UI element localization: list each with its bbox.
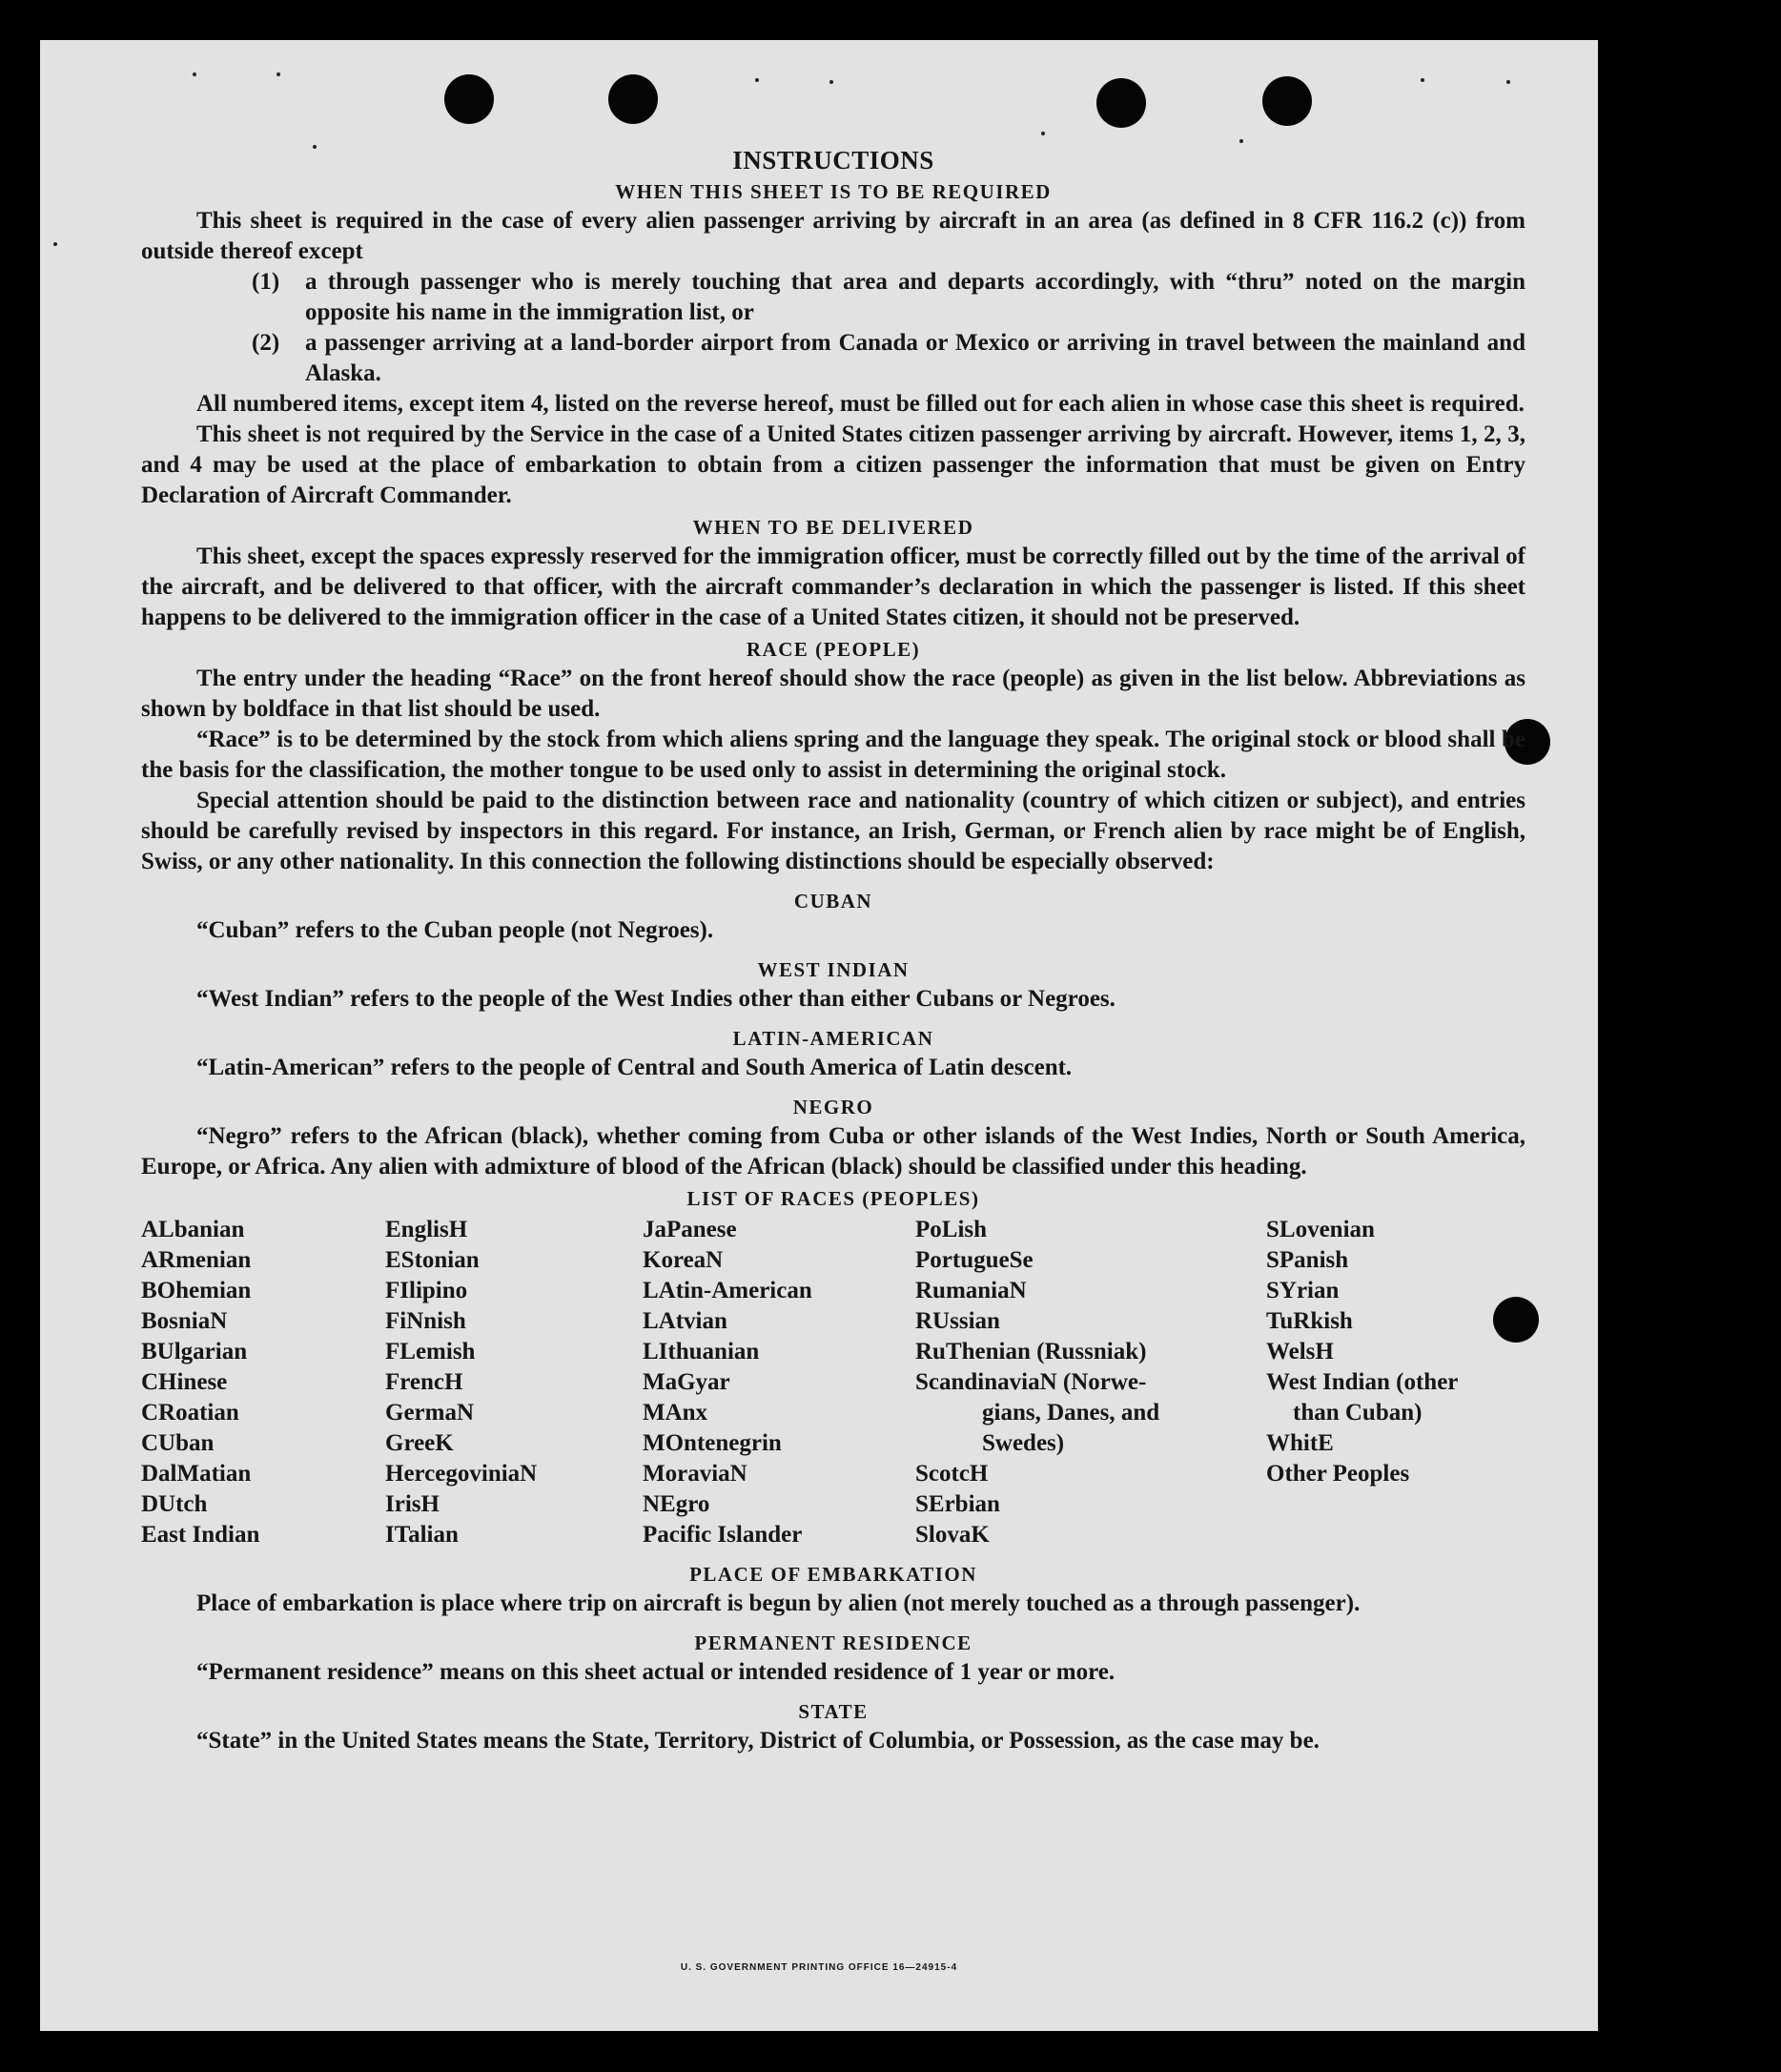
section-heading-state: STATE — [798, 1700, 869, 1723]
races-column — [915, 1215, 1266, 1550]
race-item: MOntenegrin — [643, 1430, 782, 1456]
speck — [1041, 132, 1045, 135]
race-item: Pacific Islander — [643, 1522, 803, 1548]
race-item: FLemish — [385, 1339, 476, 1364]
speck — [193, 72, 196, 76]
speck — [1506, 80, 1510, 84]
speck — [53, 242, 57, 246]
race-item: WelsH — [1266, 1339, 1334, 1364]
race-item: SlovaK — [915, 1522, 990, 1548]
race-item: TuRkish — [1266, 1308, 1353, 1334]
race-item: JaPanese — [643, 1217, 737, 1242]
list-item — [141, 328, 1525, 389]
page-title: INSTRUCTIONS — [732, 146, 934, 174]
race-item: CRoatian — [141, 1400, 239, 1426]
document-sheet — [40, 40, 1598, 2031]
section-heading-race: RACE (PEOPLE) — [746, 638, 921, 661]
paragraph: “Race” is to be determined by the stock from which aliens spring and the language they speak. The original stock or blood shall be the basis for the classification, the mother tongue to be used only to assist in determining the original stock. — [141, 727, 1525, 783]
section-heading-west-indian: WEST INDIAN — [757, 958, 910, 981]
race-item: East Indian — [141, 1522, 260, 1548]
race-item: CUban — [141, 1430, 215, 1456]
race-item: GermaN — [385, 1400, 475, 1426]
race-item: MoraviaN — [643, 1461, 747, 1487]
paragraph: “Negro” refers to the African (black), whether coming from Cuba or other islands of the West Indies, North or South America, Europe, or Africa. Any alien with admixture of blood of the African (black) should be classified under this heading. — [141, 1123, 1525, 1180]
race-item: ALbanian — [141, 1217, 245, 1242]
paragraph: “West Indian” refers to the people of the West Indies other than either Cubans or Negroes. — [196, 986, 1116, 1012]
race-item: ScandinaviaN (Norwe- — [915, 1369, 1147, 1395]
section-heading-when-delivered: WHEN TO BE DELIVERED — [692, 516, 974, 539]
paragraph: All numbered items, except item 4, listed on the reverse hereof, must be filled out for each alien in whose case this sheet is required. — [196, 391, 1525, 417]
race-item: MaGyar — [643, 1369, 730, 1395]
race-item: EnglisH — [385, 1217, 468, 1242]
races-column — [643, 1215, 915, 1550]
section-heading-when-required: WHEN THIS SHEET IS TO BE REQUIRED — [615, 180, 1052, 203]
speck — [829, 80, 833, 84]
paragraph: “State” in the United States means the State, Territory, District of Columbia, or Possession, as the case may be. — [196, 1728, 1320, 1754]
races-column — [141, 1215, 385, 1550]
paragraph: “Permanent residence” means on this sheet actual or intended residence of 1 year or more. — [196, 1659, 1116, 1685]
race-item-continuation: gians, Danes, and — [982, 1400, 1160, 1426]
section-heading-cuban: CUBAN — [793, 890, 873, 913]
race-item: ITalian — [385, 1522, 459, 1548]
race-item: CHinese — [141, 1369, 228, 1395]
race-item: HercegoviniaN — [385, 1461, 538, 1487]
race-item: SLovenian — [1266, 1217, 1375, 1242]
paragraph: This sheet, except the spaces expressly reserved for the immigration officer, must be correctly filled out by the time of the arrival of the aircraft, and be delivered to that officer, with the aircraft commander’s declaration in which the passenger is listed. If this sheet happens to be delivered to the immigration officer in the case of a United States citizen, it should not be preserved. — [141, 544, 1525, 630]
section-heading-embarkation: PLACE OF EMBARKATION — [689, 1563, 977, 1586]
instructions-body — [141, 143, 1525, 1756]
race-item: DUtch — [141, 1491, 208, 1517]
paragraph: “Latin-American” refers to the people of Central and South America of Latin descent. — [196, 1055, 1073, 1080]
punch-hole — [444, 74, 494, 124]
section-heading-latin-american: LATIN-AMERICAN — [732, 1027, 934, 1050]
section-heading-races: LIST OF RACES (PEOPLES) — [686, 1187, 980, 1210]
race-item: Other Peoples — [1266, 1461, 1410, 1487]
item-text: a through passenger who is merely touching that area and departs accordingly, with “thru” noted on the margin opposite his name in the immigration list, or — [305, 269, 1525, 325]
section-heading-negro: NEGRO — [792, 1096, 874, 1118]
race-item: GreeK — [385, 1430, 454, 1456]
race-item: BUlgarian — [141, 1339, 248, 1364]
race-item: KoreaN — [643, 1247, 724, 1273]
race-item: BOhemian — [141, 1278, 252, 1303]
paragraph: Place of embarkation is place where trip on aircraft is begun by alien (not merely touched as a through passenger). — [196, 1590, 1361, 1616]
race-item-continuation: Swedes) — [982, 1430, 1065, 1456]
race-item: BosniaN — [141, 1308, 228, 1334]
item-number: (2) — [252, 330, 280, 356]
paragraph: This sheet is not required by the Service in the case of a United States citizen passenger arriving by aircraft. However, items 1, 2, 3, and 4 may be used at the place of embarkation to obtain from a citizen passenger the information that must be given on Entry Declaration of Aircraft Commander. — [141, 421, 1525, 508]
races-column — [1266, 1215, 1525, 1550]
list-item — [141, 267, 1525, 328]
race-item: NEgro — [643, 1491, 710, 1517]
races-column — [385, 1215, 643, 1550]
printer-imprint: U. S. GOVERNMENT PRINTING OFFICE 16—24915-4 — [680, 1962, 958, 1973]
race-item: IrisH — [385, 1491, 440, 1517]
race-item: EStonian — [385, 1247, 480, 1273]
race-item: LIthuanian — [643, 1339, 760, 1364]
race-item-continuation: than Cuban) — [1293, 1400, 1423, 1426]
race-item: West Indian (other — [1266, 1369, 1459, 1395]
race-item: RUssian — [915, 1308, 1000, 1334]
race-item: ScotcH — [915, 1461, 989, 1487]
punch-hole — [1262, 76, 1312, 126]
punch-hole — [608, 74, 658, 124]
race-item: LAtin-American — [643, 1278, 812, 1303]
paragraph: The entry under the heading “Race” on the front hereof should show the race (people) as given in the list below. Abbreviations as shown by boldface in that list should be used. — [141, 666, 1525, 722]
race-item: DalMatian — [141, 1461, 252, 1487]
speck — [755, 78, 759, 82]
section-heading-residence: PERMANENT RESIDENCE — [694, 1631, 972, 1654]
race-item: LAtvian — [643, 1308, 727, 1334]
paragraph: “Cuban” refers to the Cuban people (not Negroes). — [196, 917, 714, 943]
race-item: WhitE — [1266, 1430, 1334, 1456]
races-list — [141, 1215, 1525, 1550]
item-number: (1) — [252, 269, 280, 295]
speck — [276, 72, 280, 76]
race-item: ARmenian — [141, 1247, 252, 1273]
race-item: PortugueSe — [915, 1247, 1034, 1273]
punch-hole — [1096, 78, 1146, 128]
race-item: FiNnish — [385, 1308, 466, 1334]
race-item: SPanish — [1266, 1247, 1349, 1273]
race-item: RumaniaN — [915, 1278, 1027, 1303]
race-item: RuThenian (Russniak) — [915, 1339, 1147, 1364]
race-item: SYrian — [1266, 1278, 1340, 1303]
paragraph: This sheet is required in the case of every alien passenger arriving by aircraft in an area (as defined in 8 CFR 116.2 (c)) from outside thereof except — [141, 208, 1525, 264]
race-item: SErbian — [915, 1491, 1000, 1517]
race-item: FIlipino — [385, 1278, 468, 1303]
speck — [1421, 78, 1424, 82]
paragraph: Special attention should be paid to the distinction between race and nationality (country of which citizen or subject), and entries should be carefully revised by inspectors in this regard. For instance, an Irish, German, or French alien by race might be of English, Swiss, or any other nationality. In this connection the following distinctions should be especially observed: — [141, 788, 1525, 874]
race-item: FrencH — [385, 1369, 463, 1395]
race-item: PoLish — [915, 1217, 988, 1242]
race-item: MAnx — [643, 1400, 708, 1426]
item-text: a passenger arriving at a land-border airport from Canada or Mexico or arriving in travel between the mainland and Alaska. — [305, 330, 1525, 386]
